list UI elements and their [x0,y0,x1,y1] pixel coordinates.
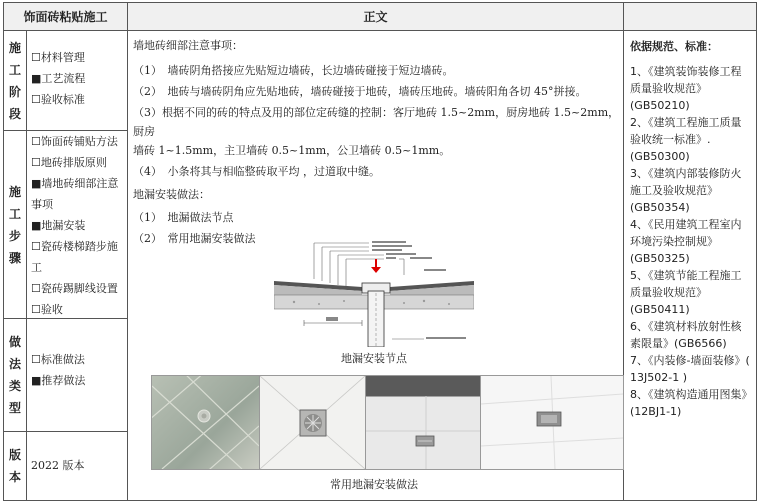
header-refs-cell [624,3,756,30]
section-label-stage: 施 工 阶 段 [8,40,21,121]
list-item[interactable]: ■工艺流程 [31,72,86,85]
point: （4） 小条将其与相临整砖取平均 ，过道取中缝。 [133,165,380,178]
reference-item: 4、《民用建筑工程室内环境污染控制规》(GB50325) [630,218,742,265]
reference-item: 3、《建筑内部装修防火施工及验收规范》(GB50354) [630,167,742,214]
sub-point: （2） 常用地漏安装做法 [133,232,256,245]
point: （1） 墙砖阴角搭接应先贴短边墙砖，长边墙砖碰接于短边墙砖。 [133,64,454,77]
reference-item: 2、《建筑工程施工质量验收统一标准》.(GB50300) [630,116,742,163]
floor-drain-section-diagram [274,235,474,347]
section-label-method: 做 法 类 型 [8,335,21,415]
reference-item: 1、《建筑装饰装修工程质量验收规范》(GB50210) [630,65,742,112]
drain-photo [151,375,260,470]
heading-drain: 地漏安装做法： [133,188,210,201]
list-item[interactable]: ☐标准做法 [31,353,85,366]
drain-photo [480,375,624,470]
list-item[interactable]: ☐验收 [31,303,63,316]
main-content [133,36,623,248]
point: （3）根据不同的砖的特点及用的部位定砖缝的控制：客厅地砖 1.5~2mm，厨房地砖 1.5~2mm，厨房 [133,106,620,138]
drain-photo [259,375,366,470]
reference-item: 6、《建筑材料放射性核素限量》(GB6566) [630,320,742,350]
header-body-title: 正文 [128,3,623,30]
list-item[interactable]: ☐材料管理 [31,51,85,64]
sub-point: （1） 地漏做法节点 [133,211,234,224]
section-label-version: 版 本 [8,448,21,484]
list-item[interactable]: ■墙地砖细部注意事项 [31,177,119,211]
reference-item: 8、《建筑构造通用图集》(12BJ1-1) [630,388,747,418]
point: （2） 地砖与墙砖阴角应先贴地砖，墙砖碰接于地砖，墙砖压地砖。墙砖阳角各切 45°拼接。 [133,85,587,98]
list-item[interactable]: ■推荐做法 [31,374,86,387]
section-label-steps: 施 工 步 骤 [8,184,21,265]
list-item[interactable]: ☐瓷砖踢脚线设置 [31,282,118,295]
sidebar-divider [127,3,128,500]
header-divider [4,30,756,31]
heading-detail: 墙地砖细部注意事项： [133,39,243,52]
caption-node: 地漏安装节点 [341,352,407,365]
stage-list [31,47,127,110]
reference-item: 7、《内装修-墙面装修》( 13J502-1 ) [630,354,750,384]
version-text: 2022 版本 [31,459,85,472]
steps-list [31,131,127,320]
drain-photo [365,375,481,470]
list-item[interactable]: ☐瓷砖楼梯踏步施工 [31,240,118,274]
list-item[interactable]: ■地漏安装 [31,219,86,232]
references [630,33,752,420]
list-item[interactable]: ☐饰面砖铺贴方法 [31,135,118,148]
reference-item: 5、《建筑节能工程施工质量验收规范》(GB50411) [630,269,742,316]
references-title: 依据规范、标准： [630,40,718,53]
list-item[interactable]: ☐验收标准 [31,93,85,106]
header-title: 饰面砖粘贴施工 [4,3,127,30]
point: 墙砖 1~1.5mm，主卫墙砖 0.5~1mm，公卫墙砖 0.5~1mm。 [133,144,451,157]
list-item[interactable]: ☐地砖排版原则 [31,156,107,169]
caption-photos: 常用地漏安装做法 [330,478,418,491]
document-frame [3,2,757,501]
label-column-divider [26,30,27,500]
method-list [31,349,127,391]
